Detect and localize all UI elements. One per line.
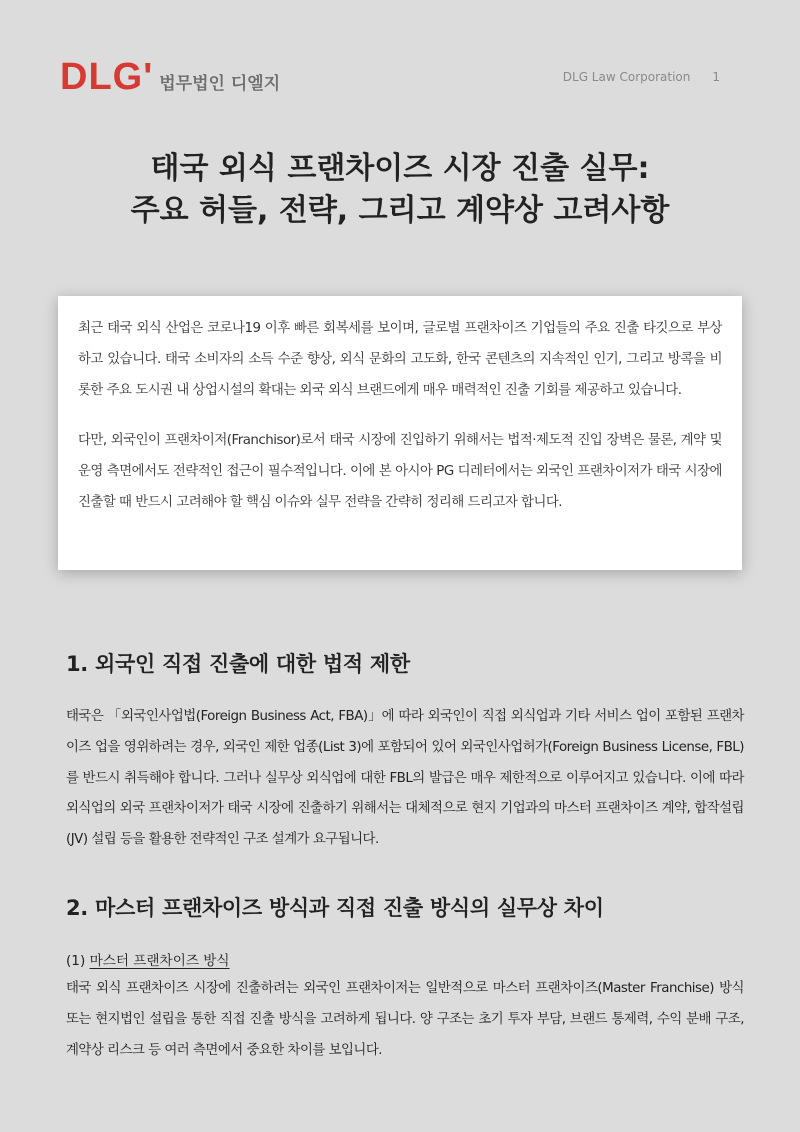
page-number: 1 [712, 70, 720, 84]
logo-mark: DLG' [60, 56, 154, 98]
firm-name: DLG Law Corporation [562, 70, 691, 84]
subsection-title: 마스터 프랜차이즈 방식 [89, 953, 230, 969]
intro-paragraph-1: 최근 태국 외식 산업은 코로나19 이후 빠른 회복세를 보이며, 글로벌 프랜차이즈 기업들의 주요 진출 타깃으로 부상하고 있습니다. 태국 소비자의 소득 수준 향상, 외식 문화의 고도화, 한국 콘텐츠의 지속적인 인기, 그리고 방콕을 비롯한 주요 도시권 내 상업시설의 확대는 외국 외식 브랜드에게 매우 매력적인 진출 기회를 제공하고 있습니다. [78, 321, 722, 398]
page-title [40, 148, 760, 232]
section-2-heading-wrap [66, 892, 744, 922]
header-meta [563, 70, 720, 84]
title-line-2: 주요 허들, 전략, 그리고 계약상 고려사항 [130, 193, 670, 228]
section-1-heading: 1. 외국인 직접 진출에 대한 법적 제한 [66, 652, 410, 676]
section-1-body-wrap [66, 702, 744, 856]
intro-paragraph-2: 다만, 외국인이 프랜차이저(Franchisor)로서 태국 시장에 진입하기 위해서는 법적·제도적 진입 장벽은 물론, 계약 및 운영 측면에서도 전략적인 접근이 필수적입니다. 이에 본 아시아 PG 디레터에서는 외국인 프랜차이저가 태국 시장에 진출할 때 반드시 고려해야 할 핵심 이슈와 실무 전략을 간략히 정리해 드리고자 합니다. [78, 433, 722, 510]
section-1-heading-wrap [66, 648, 744, 678]
subsection-heading [66, 948, 744, 974]
logo-text: 법무법인 디엘지 [159, 74, 281, 94]
intro-box [58, 296, 742, 570]
subsection-1 [66, 948, 744, 1066]
subsection-number: (1) [66, 953, 90, 969]
section-2-heading: 2. 마스터 프랜차이즈 방식과 직접 진출 방식의 실무상 차이 [66, 896, 604, 920]
title-line-1: 태국 외식 프랜차이즈 시장 진출 실무: [150, 151, 650, 186]
subsection-body: 태국 외식 프랜차이즈 시장에 진출하려는 외국인 프랜차이저는 일반적으로 마스터 프랜차이즈(Master Franchise) 방식 또는 현지법인 설립을 통한 직접 진출 방식을 고려하게 됩니다. 양 구조는 초기 투자 부담, 브랜드 통제력, 수익 분배 구조, 계약상 리스크 등 여러 측면에서 중요한 차이를 보입니다. [66, 981, 744, 1058]
section-1-body: 태국은 「외국인사업법(Foreign Business Act, FBA)」에 따라 외국인이 직접 외식업과 기타 서비스 업이 포함된 프랜차이즈 업을 영위하려는 경우, 외국인 제한 업종(List 3)에 포함되어 있어 외국인사업허가(Foreign Business License, FBL)를 반드시 취득해야 합니다. 그러나 실무상 외식업에 대한 FBL의 발급은 매우 제한적으로 이루어지고 있습니다. 이에 따라 외식업의 외국 프랜차이저가 태국 시장에 진출하기 위해서는 대체적으로 현지 기업과의 마스터 프랜차이즈 계약, 합작설립(JV) 설립 등을 활용한 전략적인 구조 설계가 요구됩니다. [66, 709, 744, 848]
page-header [60, 58, 720, 102]
dlg-logo [60, 58, 280, 96]
